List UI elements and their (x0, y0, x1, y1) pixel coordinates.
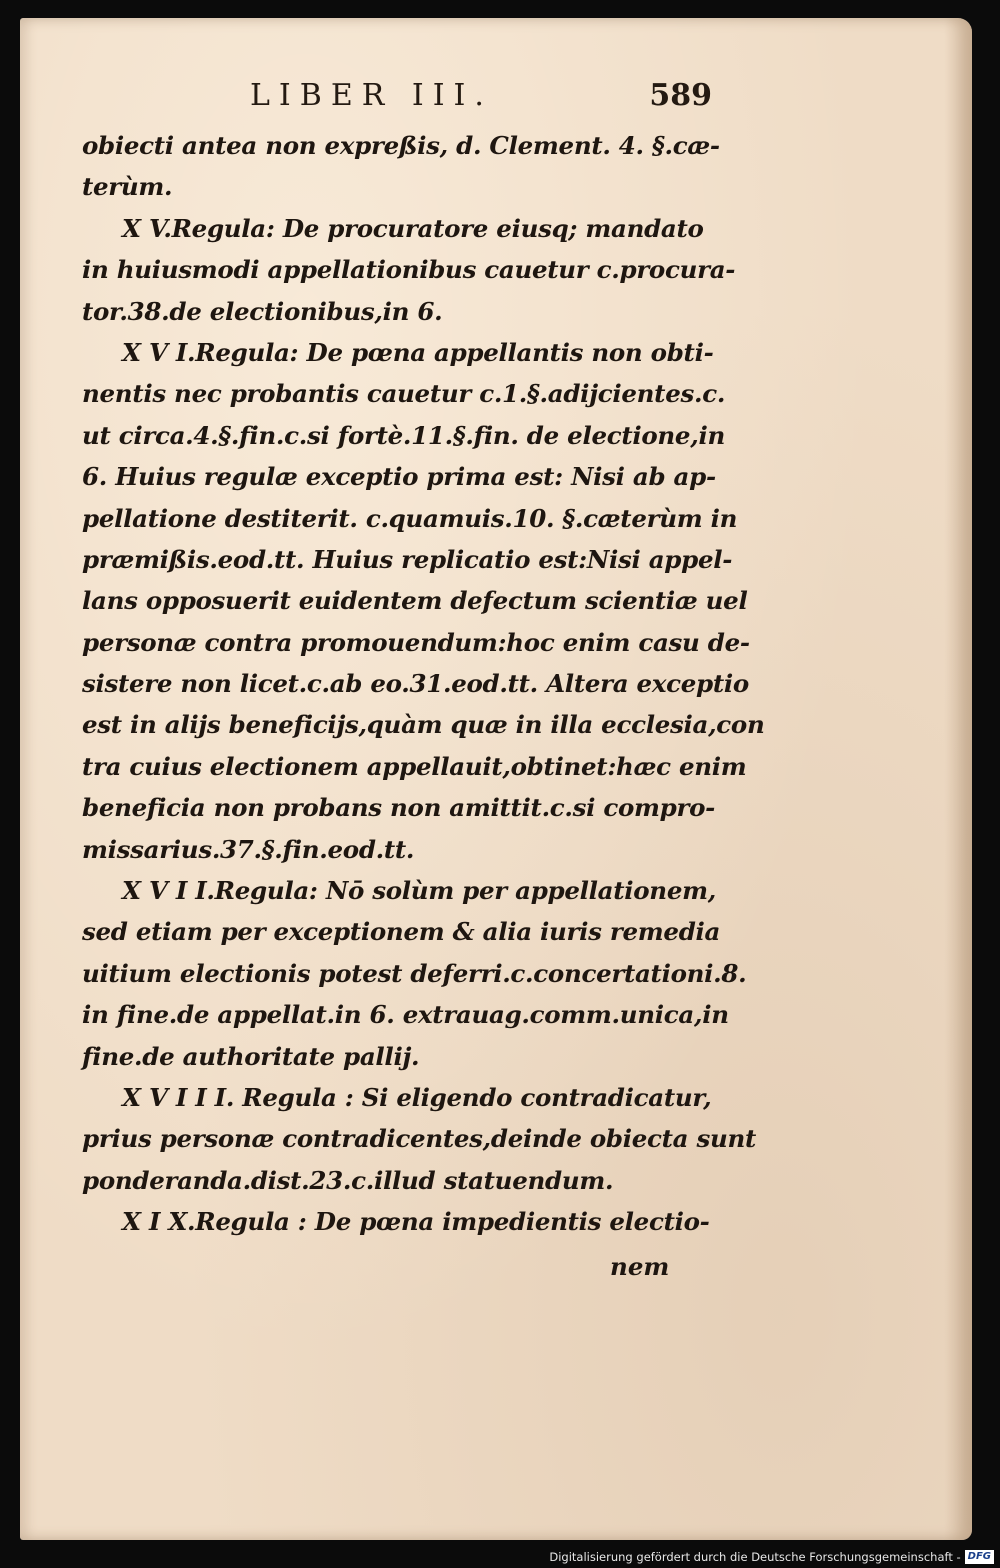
text-line: ut circa.4.§.fin.c.si fortè.11.§.fin. de electione,in (82, 420, 725, 450)
text-line-rule-heading: X V I I.Regula: Nō solùm per appellationem, (122, 876, 716, 906)
page-number: 589 (649, 78, 712, 113)
text-line: 6. Huius regulæ exceptio prima est: Nisi ab ap- (82, 462, 716, 492)
catchword: nem (610, 1252, 670, 1281)
text-line: missarius.37.§.fin.eod.tt. (82, 834, 415, 864)
text-line: prius personæ contradicentes,deinde obiecta sunt (82, 1124, 756, 1154)
text-line: personæ contra promouendum:hoc enim casu de- (82, 627, 750, 657)
text-line: lans opposuerit euidentem defectum scientiæ uel (82, 586, 748, 616)
text-line: beneficia non probans non amittit.c.si compro- (82, 793, 716, 823)
text-line: pellatione destiterit. c.quamuis.10. §.cæterùm in (82, 503, 738, 533)
text-line: ponderanda.dist.23.c.illud statuendum. (82, 1165, 614, 1195)
body-text (82, 125, 765, 1243)
text-line: sed etiam per exceptionem & alia iuris remedia (82, 917, 721, 947)
text-line-rule-heading: X V I I I. Regula : Si eligendo contradicatur, (122, 1082, 712, 1112)
text-line: in fine.de appellat.in 6. extrauag.comm.unica,in (82, 1000, 729, 1030)
text-line: fine.de authoritate pallij. (82, 1041, 420, 1071)
text-line-rule-heading: X V.Regula: De procuratore eiusq; mandato (122, 213, 704, 243)
footer-credit: Digitalisierung gefördert durch die Deutsche Forschungsgemeinschaft - (549, 1550, 961, 1564)
text-line-rule-heading: X V I.Regula: De pœna appellantis non obti- (122, 337, 714, 367)
text-line: obiecti antea non expreßis, d. Clement. 4. §.cæ- (82, 131, 720, 160)
text-line: tra cuius electionem appellauit,obtinet:hæc enim (82, 751, 747, 781)
text-line: in huiusmodi appellationibus cauetur c.procura- (82, 255, 736, 285)
text-line: uitium electionis potest deferri.c.concertationi.8. (82, 958, 747, 988)
text-line: tor.38.de electionibus,in 6. (82, 296, 443, 326)
text-line: sistere non licet.c.ab eo.31.eod.tt. Altera exceptio (82, 669, 749, 699)
running-title: LIBER III. (250, 78, 493, 113)
page-edge-shadow (944, 18, 972, 1540)
text-line: est in alijs beneficijs,quàm quæ in illa ecclesia,con (82, 710, 765, 740)
page-header (232, 78, 712, 120)
text-line: nentis nec probantis cauetur c.1.§.adijcientes.c. (82, 379, 726, 409)
text-line-rule-heading: X I X.Regula : De pœna impedientis electio- (122, 1207, 710, 1237)
digitization-footer (549, 1550, 994, 1564)
text-line: præmißis.eod.tt. Huius replicatio est:Nisi appel- (82, 544, 733, 574)
dfg-logo: DFG (965, 1550, 994, 1564)
text-line: terùm. (82, 172, 173, 202)
